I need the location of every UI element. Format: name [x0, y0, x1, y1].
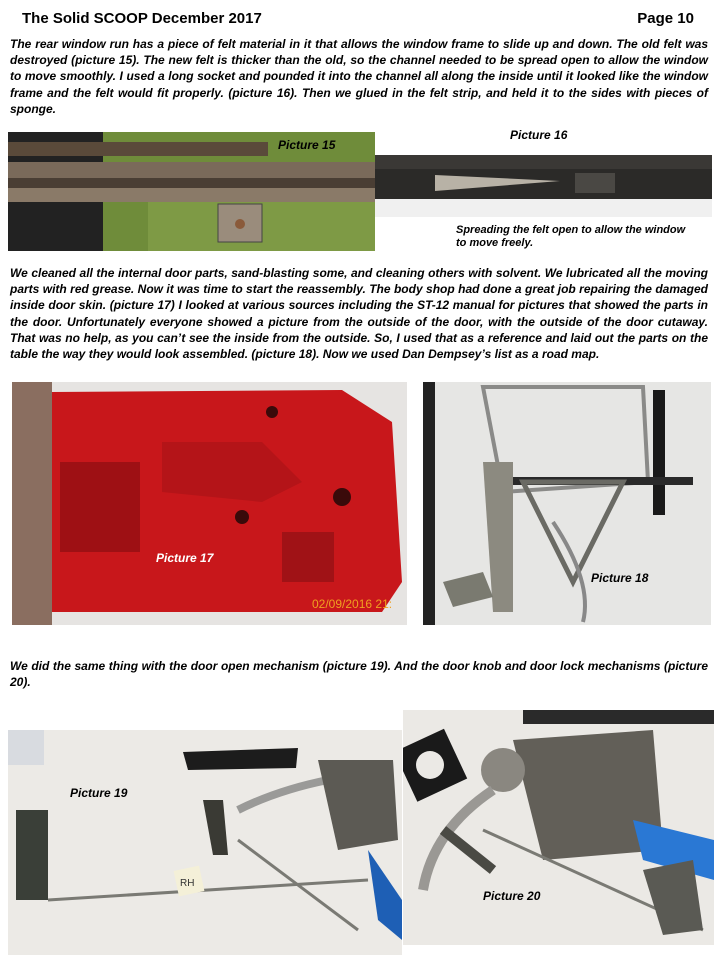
page-number: Page 10: [637, 10, 694, 27]
picture-16-caption: Picture 16: [510, 128, 568, 142]
picture-15-caption: Picture 15: [278, 138, 336, 152]
picture-17-caption: Picture 17: [156, 551, 214, 565]
picture-17-timestamp: 02/09/2016 21:: [312, 597, 393, 611]
picture-20-photo: [403, 710, 714, 945]
picture-18-photo: [423, 382, 711, 625]
picture-18-caption: Picture 18: [591, 571, 649, 585]
picture-20-caption: Picture 20: [483, 889, 541, 903]
newsletter-title: The Solid SCOOP December 2017: [22, 10, 262, 27]
picture-19-tag: RH: [180, 878, 195, 889]
paragraph-door-open-mechanism: We did the same thing with the door open mechanism (picture 19). And the door knob and door lock mechanisms (picture 20).: [10, 659, 708, 690]
paragraph-window-run: The rear window run has a piece of felt material in it that allows the window frame to slide up and down. The old felt was destroyed (picture 15). The new felt is thicker than the old, so the channel needed to be spread open to allow the window to move smoothly. I used a long socket and pounded it into the channel all along the inside until it looked like the window frame and the felt would fit properly. (picture 16). Then we glued in the felt strip, and held it to the sides with pieces of sponge.: [10, 37, 708, 116]
paragraph-reassembly: We cleaned all the internal door parts, sand-blasting some, and cleaning others with solvent. We lubricated all the moving parts with red grease. Now it was time to start the reassembly. The body shop had done a great job repairing the damaged inside door skin. (picture 17) I looked at various sources including the ST-12 manual for pictures that showed the parts in the door. Unfortunately everyone showed a picture from the outside of the door, with the outside of the door cutaway. That was no help, as you can’t see the inside from the outside. So, I used that as a reference and laid out the parts on the table the way they would look assembled. (picture 18). Now we used Dan Dempsey’s list as a road map.: [10, 266, 708, 362]
picture-19-photo: [8, 730, 402, 955]
picture-17-photo: [12, 382, 407, 625]
picture-16-photo: [375, 155, 712, 217]
picture-19-caption: Picture 19: [70, 786, 128, 800]
picture-16-note: Spreading the felt open to allow the window to move freely.: [456, 224, 686, 249]
